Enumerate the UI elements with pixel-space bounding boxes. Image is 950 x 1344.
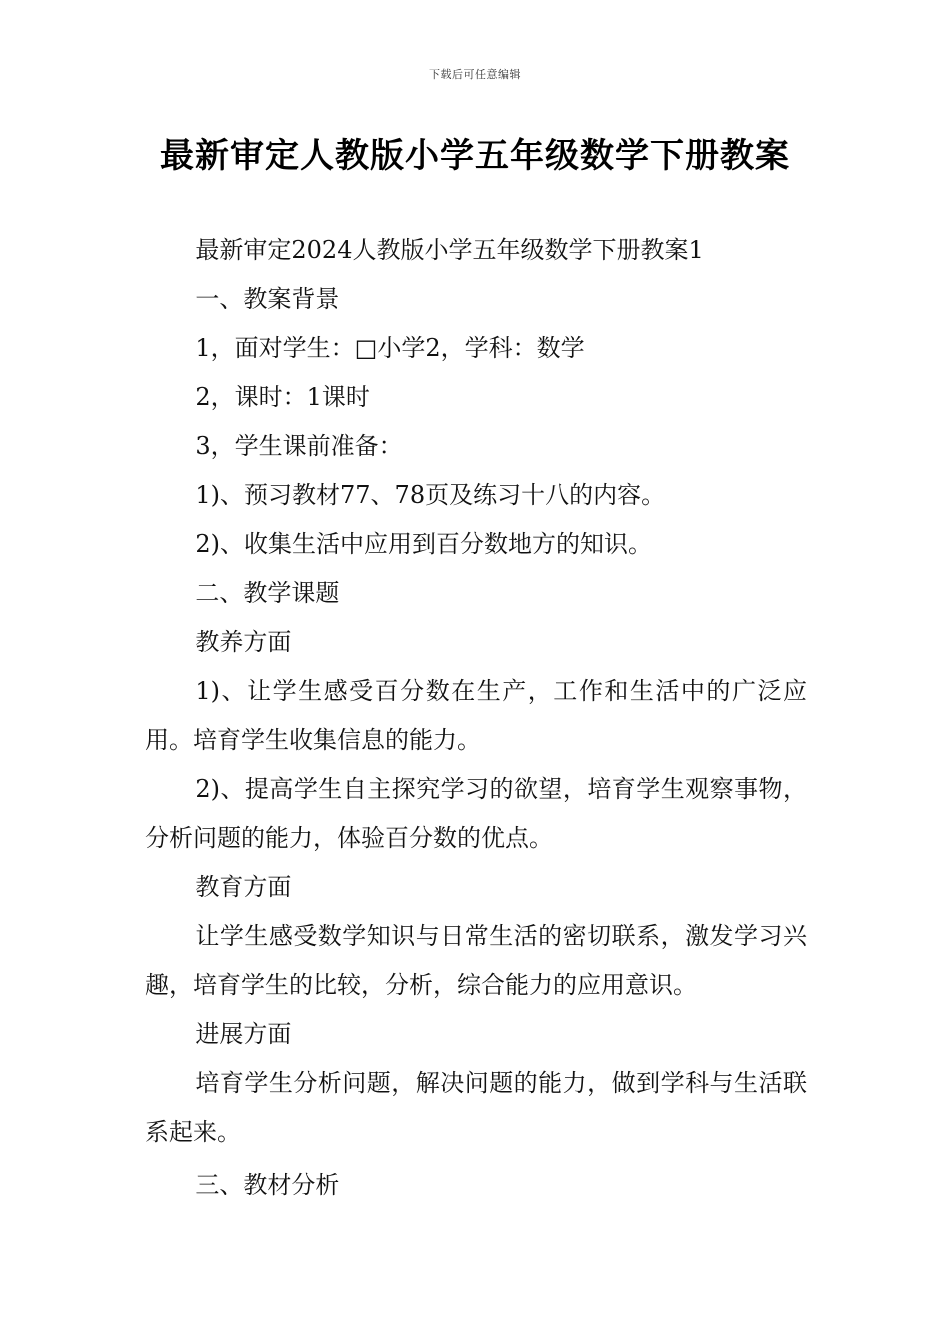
section-heading: 三、教材分析 — [195, 1171, 340, 1199]
paragraph: 3，学生课前准备： — [195, 432, 403, 460]
subsection-heading: 进展方面 — [195, 1020, 292, 1048]
subsection-heading: 教养方面 — [195, 628, 292, 656]
paragraph: 2)、收集生活中应用到百分数地方的知识。 — [195, 530, 653, 558]
section-heading: 二、教学课题 — [195, 579, 340, 607]
paragraph: 1)、预习教材77、78页及练习十八的内容。 — [195, 481, 666, 509]
paragraph: 2，课时：1课时 — [195, 383, 370, 411]
paragraph: 培育学生分析问题，解决问题的能力，做到学科与生活联系起来。 — [145, 1069, 807, 1146]
subsection-heading: 教育方面 — [195, 873, 292, 901]
paragraph: 1)、让学生感受百分数在生产，工作和生活中的广泛应用。培育学生收集信息的能力。 — [145, 677, 807, 754]
paragraph: 让学生感受数学知识与日常生活的密切联系，激发学习兴趣，培育学生的比较，分析，综合能力的应用意识。 — [145, 922, 807, 999]
paragraph: 2)、提高学生自主探究学习的欲望，培育学生观察事物，分析问题的能力，体验百分数的优点。 — [145, 775, 807, 852]
section-heading: 一、教案背景 — [195, 285, 340, 313]
document-title: 最新审定人教版小学五年级数学下册教案 — [160, 136, 790, 176]
page-header-note: 下载后可任意编辑 — [429, 68, 521, 81]
paragraph: 1，面对学生：□小学2，学科：数学 — [195, 334, 585, 362]
document-body — [145, 226, 807, 1210]
paragraph: 最新审定2024人教版小学五年级数学下册教案1 — [195, 236, 704, 264]
